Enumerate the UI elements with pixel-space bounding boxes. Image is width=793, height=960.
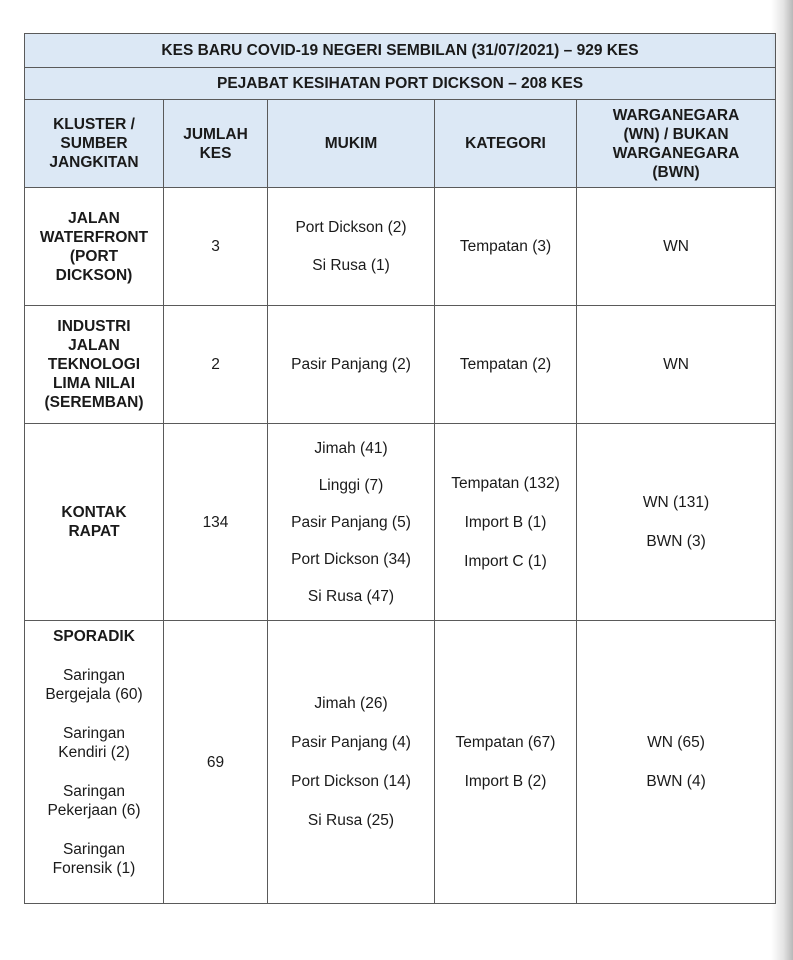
mukim-item: Linggi (7) (318, 476, 384, 494)
cell-wn: WN (577, 306, 776, 424)
table-subtitle: PEJABAT KESIHATAN PORT DICKSON – 208 KES (25, 68, 776, 100)
header-mukim: MUKIM (268, 100, 435, 188)
mukim-item: Si Rusa (25) (307, 812, 395, 829)
header-warganegara: WARGANEGARA (WN) / BUKAN WARGANEGARA (BWN) (577, 100, 776, 188)
table-row (25, 306, 776, 424)
mukim-item: Pasir Panjang (4) (291, 734, 411, 751)
cell-kategori: Tempatan (3) (435, 188, 577, 306)
cell-kluster: KONTAK RAPAT (25, 424, 164, 621)
kluster-item: Saringan Kendiri (2) (58, 725, 130, 761)
table-row (25, 188, 776, 306)
cell-wn (577, 621, 776, 904)
wn-item: WN (65) (647, 734, 705, 751)
table-title: KES BARU COVID-19 NEGERI SEMBILAN (31/07/2021) – 929 KES (25, 34, 776, 68)
kategori-item: Tempatan (132) (451, 474, 560, 492)
cell-kategori: Tempatan (2) (435, 306, 577, 424)
cell-kluster: INDUSTRI JALAN TEKNOLOGI LIMA NILAI (SEREMBAN) (25, 306, 164, 424)
kategori-item: Tempatan (67) (455, 734, 556, 751)
cell-jumlah: 3 (164, 188, 268, 306)
mukim-item: Port Dickson (2) (295, 219, 407, 236)
cell-wn: WN (577, 188, 776, 306)
mukim-item: Jimah (26) (314, 695, 388, 712)
kategori-item: Import B (1) (464, 513, 547, 531)
cell-wn (577, 424, 776, 621)
cell-mukim (268, 621, 435, 904)
cell-jumlah: 134 (164, 424, 268, 621)
mukim-item: Si Rusa (47) (307, 587, 395, 605)
header-kluster: KLUSTER / SUMBER JANGKITAN (25, 100, 164, 188)
page-edge-shadow (771, 0, 793, 960)
kategori-item: Import B (2) (464, 773, 547, 790)
kluster-title: SPORADIK (53, 628, 135, 645)
cell-mukim: Pasir Panjang (2) (268, 306, 435, 424)
mukim-item: Port Dickson (14) (291, 773, 411, 790)
cell-kategori (435, 621, 577, 904)
mukim-item: Jimah (41) (314, 439, 388, 457)
cell-kategori (435, 424, 577, 621)
covid-cases-table (24, 33, 776, 904)
cell-kluster (25, 621, 164, 904)
kluster-item: Saringan Bergejala (60) (45, 667, 143, 703)
table-row (25, 621, 776, 904)
header-jumlah: JUMLAH KES (164, 100, 268, 188)
cell-kluster: JALAN WATERFRONT (PORT DICKSON) (25, 188, 164, 306)
mukim-item: Si Rusa (1) (312, 257, 390, 274)
mukim-item: Pasir Panjang (5) (291, 513, 411, 531)
header-kategori: KATEGORI (435, 100, 577, 188)
cell-jumlah: 69 (164, 621, 268, 904)
wn-item: BWN (3) (646, 533, 706, 550)
wn-item: BWN (4) (646, 773, 706, 790)
kluster-item: Saringan Forensik (1) (52, 841, 136, 877)
cell-mukim (268, 424, 435, 621)
table-row (25, 424, 776, 621)
kategori-item: Import C (1) (464, 552, 547, 570)
cell-jumlah: 2 (164, 306, 268, 424)
cell-mukim (268, 188, 435, 306)
kluster-item: Saringan Pekerjaan (6) (47, 783, 141, 819)
mukim-item: Port Dickson (34) (291, 550, 411, 568)
wn-item: WN (131) (642, 494, 710, 511)
